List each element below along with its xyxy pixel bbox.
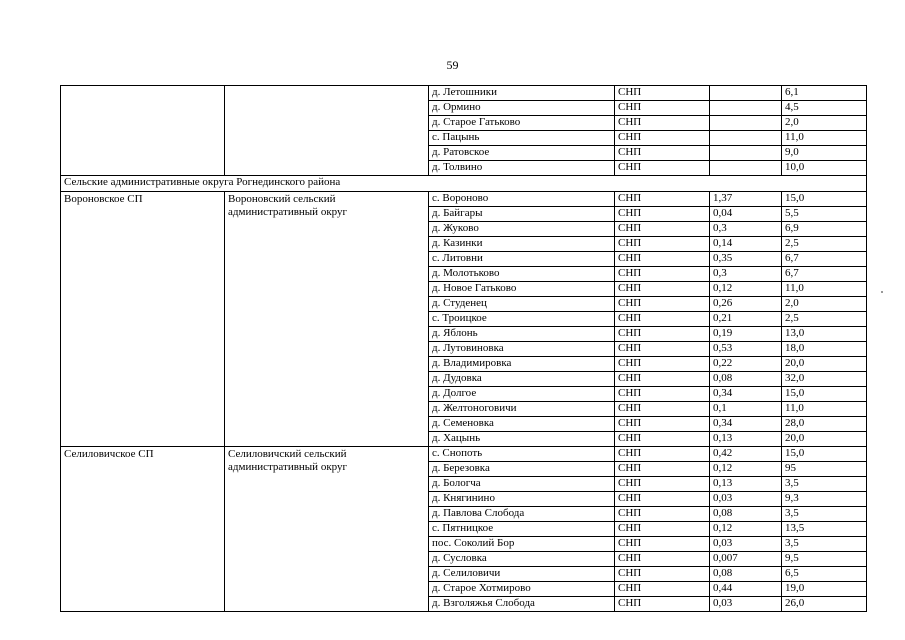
distance-cell: 0,3 — [710, 267, 782, 282]
type-cell: СНП — [615, 462, 710, 477]
distance-cell: 0,12 — [710, 282, 782, 297]
distance-cell — [710, 131, 782, 146]
place-cell: д. Хацынь — [429, 432, 615, 447]
distance-cell: 0,22 — [710, 357, 782, 372]
place-cell: д. Старое Гатьково — [429, 116, 615, 131]
distance-cell: 0,42 — [710, 447, 782, 462]
place-cell: с. Пятницкое — [429, 522, 615, 537]
place-cell: д. Байгары — [429, 207, 615, 222]
place-cell: д. Желтоноговичи — [429, 402, 615, 417]
distance-cell: 0,3 — [710, 222, 782, 237]
type-cell: СНП — [615, 146, 710, 161]
place-cell: с. Пацынь — [429, 131, 615, 146]
distance-cell: 0,007 — [710, 552, 782, 567]
type-cell: СНП — [615, 417, 710, 432]
place-cell: пос. Соколий Бор — [429, 537, 615, 552]
distance-cell — [710, 161, 782, 176]
value-cell: 9,3 — [782, 492, 867, 507]
value-cell: 32,0 — [782, 372, 867, 387]
place-cell: д. Сусловка — [429, 552, 615, 567]
distance-cell: 0,34 — [710, 387, 782, 402]
value-cell: 4,5 — [782, 101, 867, 116]
place-cell: д. Долгое — [429, 387, 615, 402]
type-cell: СНП — [615, 582, 710, 597]
distance-cell: 0,13 — [710, 477, 782, 492]
place-cell: д. Павлова Слобода — [429, 507, 615, 522]
place-cell: д. Старое Хотмирово — [429, 582, 615, 597]
place-cell: д. Владимировка — [429, 357, 615, 372]
distance-cell: 0,35 — [710, 252, 782, 267]
type-cell: СНП — [615, 237, 710, 252]
value-cell: 15,0 — [782, 447, 867, 462]
distance-cell — [710, 116, 782, 131]
table-row — [61, 86, 867, 101]
place-cell: д. Яблонь — [429, 327, 615, 342]
value-cell: 6,1 — [782, 86, 867, 101]
value-cell: 18,0 — [782, 342, 867, 357]
value-cell: 11,0 — [782, 131, 867, 146]
distance-cell: 0,12 — [710, 522, 782, 537]
table-row — [61, 192, 867, 207]
value-cell: 26,0 — [782, 597, 867, 612]
distance-cell: 0,44 — [710, 582, 782, 597]
value-cell: 95 — [782, 462, 867, 477]
value-cell: 5,5 — [782, 207, 867, 222]
district-cell: Селиловичский сельский административный округ — [225, 447, 429, 612]
type-cell: СНП — [615, 297, 710, 312]
place-cell: д. Семеновка — [429, 417, 615, 432]
value-cell: 3,5 — [782, 537, 867, 552]
type-cell: СНП — [615, 597, 710, 612]
distance-cell — [710, 146, 782, 161]
distance-cell — [710, 101, 782, 116]
distance-cell: 0,12 — [710, 462, 782, 477]
distance-cell: 0,03 — [710, 537, 782, 552]
place-cell: с. Литовни — [429, 252, 615, 267]
distance-cell: 0,1 — [710, 402, 782, 417]
value-cell: 13,5 — [782, 522, 867, 537]
type-cell: СНП — [615, 507, 710, 522]
type-cell: СНП — [615, 252, 710, 267]
distance-cell: 0,14 — [710, 237, 782, 252]
value-cell: 6,7 — [782, 267, 867, 282]
type-cell: СНП — [615, 282, 710, 297]
place-cell: д. Ормино — [429, 101, 615, 116]
value-cell: 9,5 — [782, 552, 867, 567]
value-cell: 3,5 — [782, 477, 867, 492]
value-cell: 2,5 — [782, 312, 867, 327]
type-cell: СНП — [615, 342, 710, 357]
distance-cell: 1,37 — [710, 192, 782, 207]
place-cell: д. Новое Гатьково — [429, 282, 615, 297]
type-cell: СНП — [615, 537, 710, 552]
value-cell: 11,0 — [782, 282, 867, 297]
settlement-cell — [61, 86, 225, 176]
value-cell: 11,0 — [782, 402, 867, 417]
settlement-cell: Вороновское СП — [61, 192, 225, 447]
place-cell: с. Вороново — [429, 192, 615, 207]
value-cell: 2,5 — [782, 237, 867, 252]
distance-cell: 0,26 — [710, 297, 782, 312]
place-cell: д. Бологча — [429, 477, 615, 492]
place-cell: д. Взголяжья Слобода — [429, 597, 615, 612]
value-cell: 19,0 — [782, 582, 867, 597]
place-cell: д. Казинки — [429, 237, 615, 252]
distance-cell: 0,08 — [710, 567, 782, 582]
value-cell: 10,0 — [782, 161, 867, 176]
type-cell: СНП — [615, 267, 710, 282]
type-cell: СНП — [615, 86, 710, 101]
distance-cell: 0,13 — [710, 432, 782, 447]
place-cell: д. Толвино — [429, 161, 615, 176]
table-row — [61, 447, 867, 462]
district-cell: Вороновский сельский административный округ — [225, 192, 429, 447]
type-cell: СНП — [615, 131, 710, 146]
distance-cell: 0,34 — [710, 417, 782, 432]
place-cell: д. Княгинино — [429, 492, 615, 507]
type-cell: СНП — [615, 387, 710, 402]
distance-cell: 0,03 — [710, 492, 782, 507]
type-cell: СНП — [615, 222, 710, 237]
distance-cell: 0,03 — [710, 597, 782, 612]
value-cell: 9,0 — [782, 146, 867, 161]
distance-cell: 0,53 — [710, 342, 782, 357]
type-cell: СНП — [615, 207, 710, 222]
type-cell: СНП — [615, 192, 710, 207]
type-cell: СНП — [615, 161, 710, 176]
place-cell: д. Березовка — [429, 462, 615, 477]
value-cell: 6,7 — [782, 252, 867, 267]
settlements-table — [60, 85, 867, 612]
type-cell: СНП — [615, 116, 710, 131]
place-cell: с. Троицкое — [429, 312, 615, 327]
place-cell: с. Снопоть — [429, 447, 615, 462]
type-cell: СНП — [615, 402, 710, 417]
distance-cell: 0,19 — [710, 327, 782, 342]
type-cell: СНП — [615, 447, 710, 462]
distance-cell: 0,08 — [710, 507, 782, 522]
type-cell: СНП — [615, 552, 710, 567]
district-cell — [225, 86, 429, 176]
type-cell: СНП — [615, 357, 710, 372]
type-cell: СНП — [615, 327, 710, 342]
value-cell: 28,0 — [782, 417, 867, 432]
page-number: 59 — [446, 58, 459, 72]
type-cell: СНП — [615, 432, 710, 447]
place-cell: д. Дудовка — [429, 372, 615, 387]
place-cell: д. Летошники — [429, 86, 615, 101]
place-cell: д. Селиловичи — [429, 567, 615, 582]
type-cell: СНП — [615, 522, 710, 537]
value-cell: 3,5 — [782, 507, 867, 522]
value-cell: 20,0 — [782, 357, 867, 372]
value-cell: 6,9 — [782, 222, 867, 237]
section-heading: Сельские административные округа Рогнединского района — [61, 176, 867, 192]
place-cell: д. Ратовское — [429, 146, 615, 161]
type-cell: СНП — [615, 101, 710, 116]
value-cell: 6,5 — [782, 567, 867, 582]
type-cell: СНП — [615, 477, 710, 492]
value-cell: 2,0 — [782, 116, 867, 131]
value-cell: 13,0 — [782, 327, 867, 342]
type-cell: СНП — [615, 312, 710, 327]
distance-cell: 0,08 — [710, 372, 782, 387]
settlement-cell: Селиловичское СП — [61, 447, 225, 612]
value-cell: 20,0 — [782, 432, 867, 447]
scan-speck — [881, 291, 883, 293]
type-cell: СНП — [615, 567, 710, 582]
distance-cell: 0,04 — [710, 207, 782, 222]
place-cell: д. Молотьково — [429, 267, 615, 282]
value-cell: 15,0 — [782, 387, 867, 402]
distance-cell: 0,21 — [710, 312, 782, 327]
place-cell: д. Лутовиновка — [429, 342, 615, 357]
type-cell: СНП — [615, 372, 710, 387]
place-cell: д. Жуково — [429, 222, 615, 237]
place-cell: д. Студенец — [429, 297, 615, 312]
section-row — [61, 176, 867, 192]
value-cell: 15,0 — [782, 192, 867, 207]
distance-cell — [710, 86, 782, 101]
type-cell: СНП — [615, 492, 710, 507]
value-cell: 2,0 — [782, 297, 867, 312]
